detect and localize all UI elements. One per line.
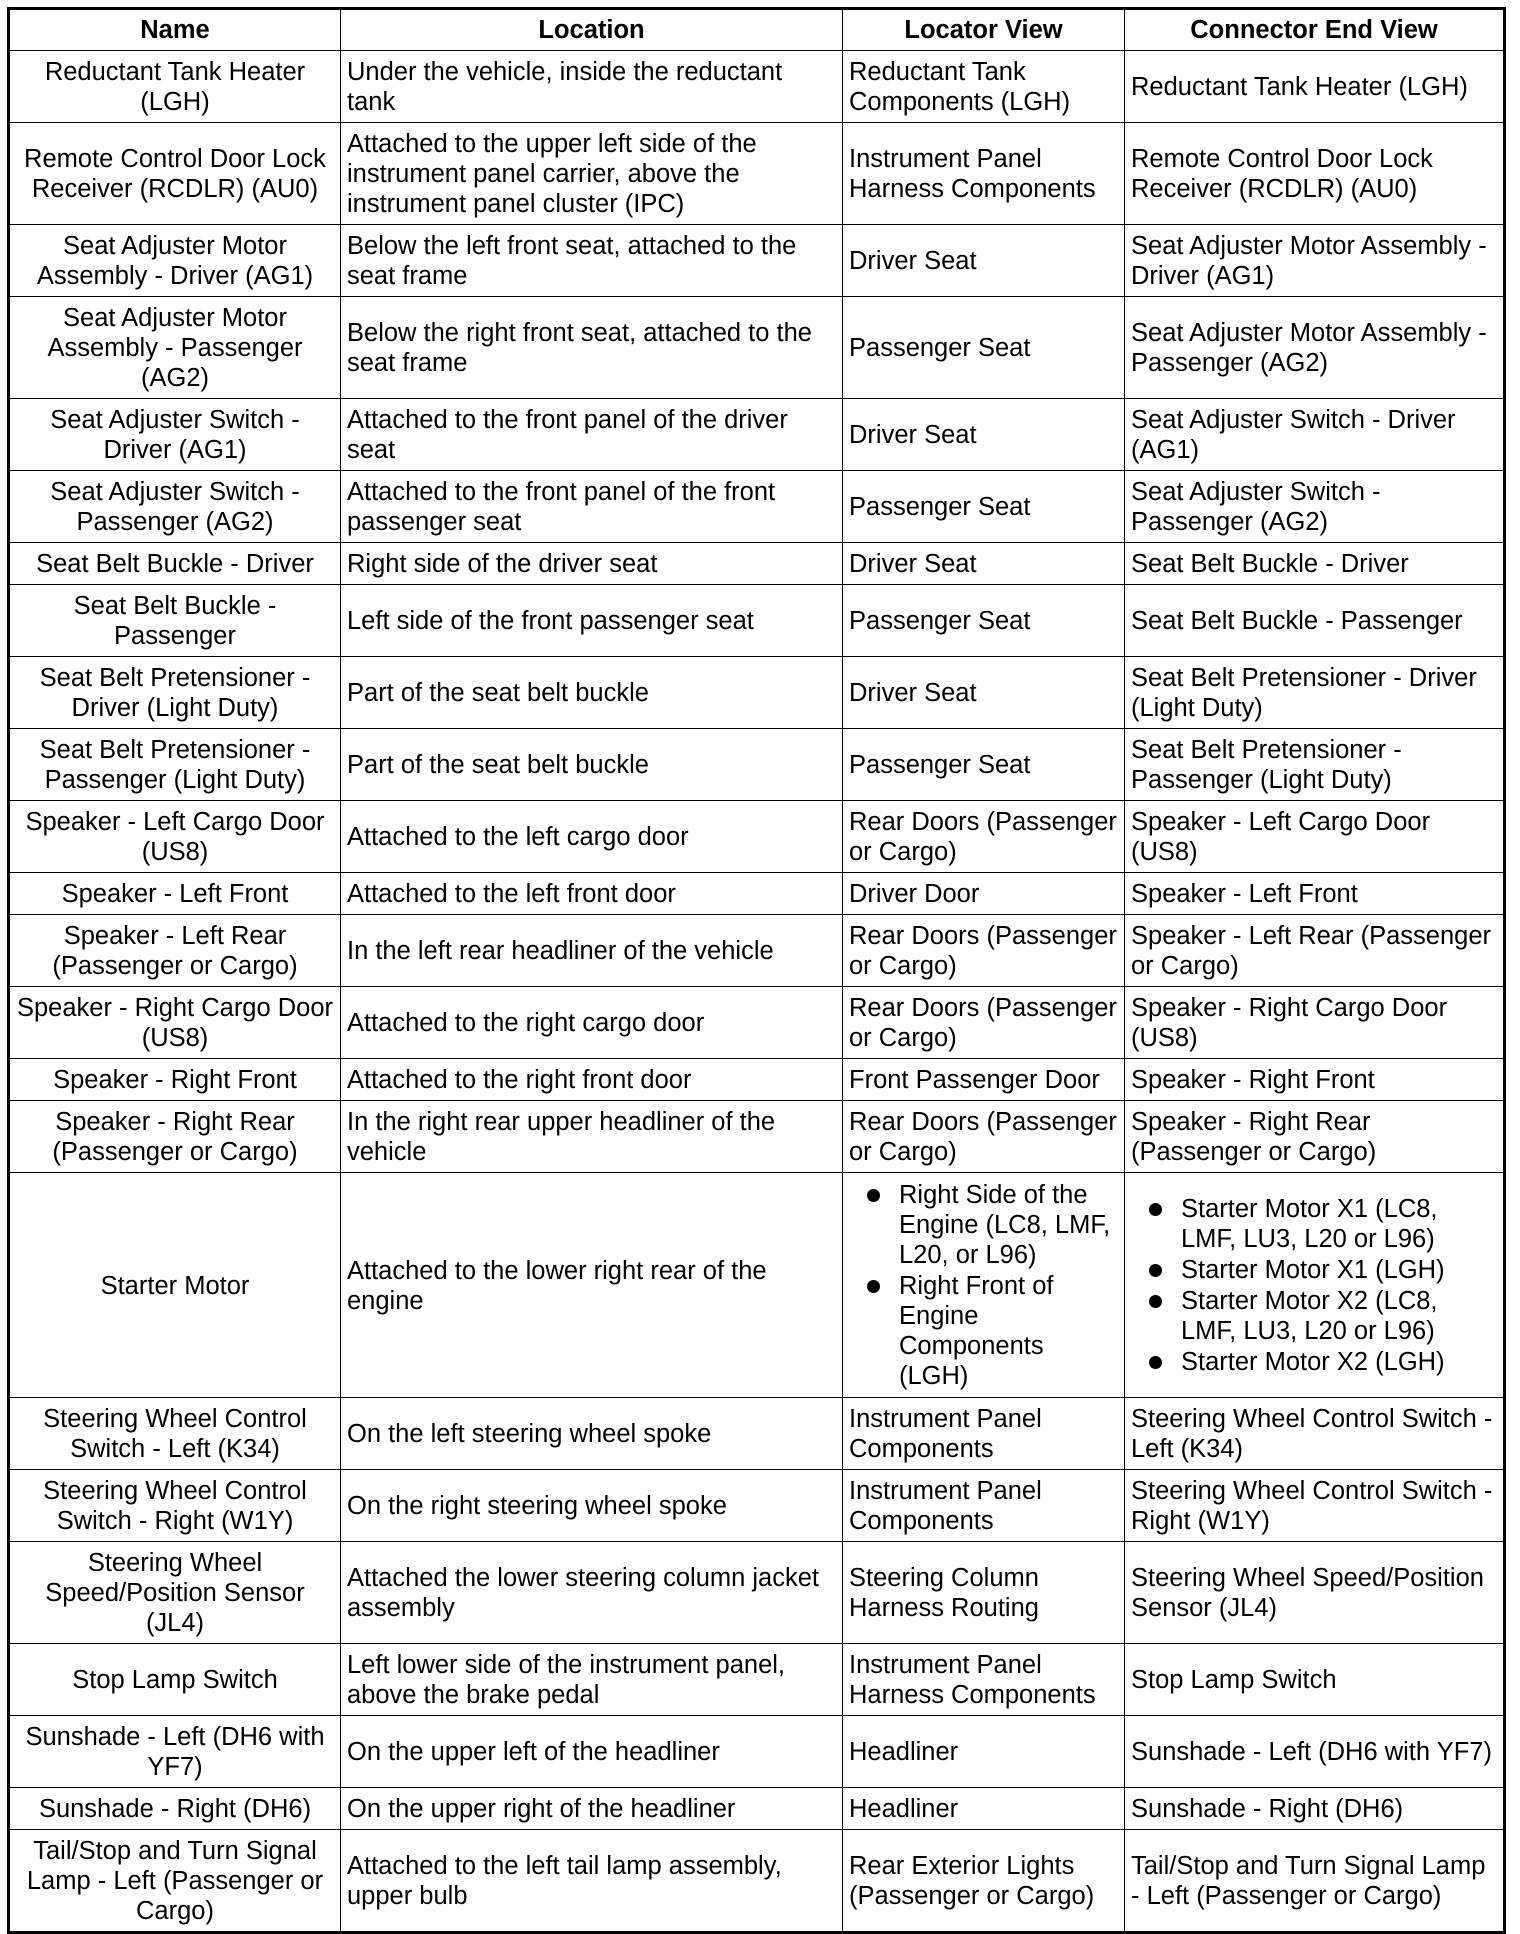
cell-locator-view: Instrument Panel Harness Components — [843, 123, 1125, 225]
cell-locator-view: Front Passenger Door — [843, 1059, 1125, 1101]
cell-connector-end-view: Speaker - Right Front — [1125, 1059, 1505, 1101]
table-row — [9, 1788, 1505, 1830]
header-row — [9, 9, 1505, 51]
cell-connector-end-view: Steering Wheel Control Switch - Left (K34) — [1125, 1398, 1505, 1470]
table-row — [9, 543, 1505, 585]
bullet-icon — [1149, 1295, 1162, 1308]
cell-connector-end-view: Speaker - Right Cargo Door (US8) — [1125, 987, 1505, 1059]
cell-locator-view: Driver Door — [843, 873, 1125, 915]
cell-connector-end-view: Steering Wheel Speed/Position Sensor (JL4) — [1125, 1542, 1505, 1644]
table-row — [9, 1173, 1505, 1398]
column-header-connector-end-view: Connector End View — [1125, 9, 1505, 51]
bullet-icon — [867, 1189, 880, 1202]
list-item-text: Right Front of Engine Components (LGH) — [899, 1272, 1054, 1390]
cell-locator-view-list — [849, 1180, 1118, 1391]
cell-location: Attached to the right cargo door — [341, 987, 843, 1059]
cell-location: On the upper right of the headliner — [341, 1788, 843, 1830]
table-row — [9, 915, 1505, 987]
cell-connector-end-view: Remote Control Door Lock Receiver (RCDLR) (AU0) — [1125, 123, 1505, 225]
cell-name: Reductant Tank Heater (LGH) — [9, 51, 341, 123]
cell-location: Attached to the lower right rear of the engine — [341, 1173, 843, 1398]
cell-locator-view: Reductant Tank Components (LGH) — [843, 51, 1125, 123]
cell-connector-end-view: Steering Wheel Control Switch - Right (W1Y) — [1125, 1470, 1505, 1542]
table-row — [9, 225, 1505, 297]
cell-name: Seat Belt Pretensioner - Driver (Light Duty) — [9, 657, 341, 729]
cell-location: Attached to the left cargo door — [341, 801, 843, 873]
table-row — [9, 1716, 1505, 1788]
cell-name: Steering Wheel Control Switch - Left (K34) — [9, 1398, 341, 1470]
cell-locator-view: Rear Exterior Lights (Passenger or Cargo) — [843, 1830, 1125, 1933]
cell-locator-view: Passenger Seat — [843, 471, 1125, 543]
cell-connector-end-view: Sunshade - Left (DH6 with YF7) — [1125, 1716, 1505, 1788]
cell-location: On the upper left of the headliner — [341, 1716, 843, 1788]
table-row — [9, 1059, 1505, 1101]
cell-connector-end-view-list — [1131, 1194, 1497, 1377]
cell-connector-end-view: Seat Adjuster Motor Assembly - Driver (AG1) — [1125, 225, 1505, 297]
cell-connector-end-view: Seat Belt Buckle - Passenger — [1125, 585, 1505, 657]
cell-location: In the right rear upper headliner of the vehicle — [341, 1101, 843, 1173]
cell-locator-view: Instrument Panel Components — [843, 1470, 1125, 1542]
cell-location: Attached to the left tail lamp assembly, upper bulb — [341, 1830, 843, 1933]
table-row — [9, 585, 1505, 657]
cell-connector-end-view: Seat Adjuster Motor Assembly - Passenger (AG2) — [1125, 297, 1505, 399]
table-row — [9, 873, 1505, 915]
cell-connector-end-view: Seat Belt Buckle - Driver — [1125, 543, 1505, 585]
cell-name: Seat Adjuster Switch - Passenger (AG2) — [9, 471, 341, 543]
table-row — [9, 297, 1505, 399]
table-row — [9, 1398, 1505, 1470]
table-row — [9, 51, 1505, 123]
cell-locator-view: Passenger Seat — [843, 297, 1125, 399]
cell-name: Sunshade - Left (DH6 with YF7) — [9, 1716, 341, 1788]
cell-name: Starter Motor — [9, 1173, 341, 1398]
table-row — [9, 1830, 1505, 1933]
cell-connector-end-view: Reductant Tank Heater (LGH) — [1125, 51, 1505, 123]
cell-locator-view: Instrument Panel Components — [843, 1398, 1125, 1470]
cell-location: Attached to the right front door — [341, 1059, 843, 1101]
list-item — [849, 1271, 1118, 1391]
cell-location: On the left steering wheel spoke — [341, 1398, 843, 1470]
cell-name: Speaker - Right Front — [9, 1059, 341, 1101]
table-row — [9, 1644, 1505, 1716]
cell-connector-end-view: Seat Belt Pretensioner - Passenger (Light Duty) — [1125, 729, 1505, 801]
cell-connector-end-view: Speaker - Right Rear (Passenger or Cargo) — [1125, 1101, 1505, 1173]
cell-connector-end-view: Speaker - Left Front — [1125, 873, 1505, 915]
cell-name: Seat Belt Buckle - Driver — [9, 543, 341, 585]
cell-locator-view: Passenger Seat — [843, 585, 1125, 657]
table-row — [9, 729, 1505, 801]
list-item-text: Starter Motor X1 (LGH) — [1181, 1256, 1445, 1284]
cell-locator-view: Driver Seat — [843, 399, 1125, 471]
cell-connector-end-view — [1125, 1173, 1505, 1398]
cell-locator-view: Driver Seat — [843, 543, 1125, 585]
cell-name: Speaker - Left Front — [9, 873, 341, 915]
table-row — [9, 399, 1505, 471]
cell-connector-end-view: Seat Belt Pretensioner - Driver (Light Duty) — [1125, 657, 1505, 729]
cell-connector-end-view: Speaker - Left Rear (Passenger or Cargo) — [1125, 915, 1505, 987]
cell-location: Part of the seat belt buckle — [341, 657, 843, 729]
list-item — [849, 1180, 1118, 1270]
cell-name: Seat Adjuster Motor Assembly - Driver (AG1) — [9, 225, 341, 297]
bullet-icon — [1149, 1203, 1162, 1216]
table-body — [9, 51, 1505, 1933]
cell-connector-end-view: Stop Lamp Switch — [1125, 1644, 1505, 1716]
list-item — [1131, 1347, 1497, 1377]
cell-location: Part of the seat belt buckle — [341, 729, 843, 801]
bullet-icon — [1149, 1356, 1162, 1369]
list-item — [1131, 1255, 1497, 1285]
list-item — [1131, 1194, 1497, 1254]
cell-locator-view: Instrument Panel Harness Components — [843, 1644, 1125, 1716]
cell-connector-end-view: Seat Adjuster Switch - Driver (AG1) — [1125, 399, 1505, 471]
cell-locator-view: Passenger Seat — [843, 729, 1125, 801]
list-item-text: Starter Motor X2 (LC8, LMF, LU3, L20 or L96) — [1181, 1287, 1438, 1345]
cell-name: Speaker - Right Rear (Passenger or Cargo) — [9, 1101, 341, 1173]
cell-location: Left side of the front passenger seat — [341, 585, 843, 657]
cell-location: Under the vehicle, inside the reductant tank — [341, 51, 843, 123]
list-item-text: Starter Motor X2 (LGH) — [1181, 1348, 1445, 1376]
cell-connector-end-view: Seat Adjuster Switch - Passenger (AG2) — [1125, 471, 1505, 543]
list-item-text: Starter Motor X1 (LC8, LMF, LU3, L20 or L96) — [1181, 1195, 1438, 1253]
cell-locator-view — [843, 1173, 1125, 1398]
list-item-text: Right Side of the Engine (LC8, LMF, L20, or L96) — [899, 1181, 1111, 1269]
column-header-name: Name — [9, 9, 341, 51]
cell-location: Left lower side of the instrument panel, above the brake pedal — [341, 1644, 843, 1716]
cell-name: Stop Lamp Switch — [9, 1644, 341, 1716]
cell-connector-end-view: Tail/Stop and Turn Signal Lamp - Left (Passenger or Cargo) — [1125, 1830, 1505, 1933]
table-row — [9, 657, 1505, 729]
cell-connector-end-view: Speaker - Left Cargo Door (US8) — [1125, 801, 1505, 873]
cell-locator-view: Rear Doors (Passenger or Cargo) — [843, 801, 1125, 873]
cell-connector-end-view: Sunshade - Right (DH6) — [1125, 1788, 1505, 1830]
table-row — [9, 471, 1505, 543]
cell-name: Steering Wheel Control Switch - Right (W1Y) — [9, 1470, 341, 1542]
table-row — [9, 801, 1505, 873]
cell-location: Right side of the driver seat — [341, 543, 843, 585]
cell-locator-view: Steering Column Harness Routing — [843, 1542, 1125, 1644]
cell-name: Speaker - Left Cargo Door (US8) — [9, 801, 341, 873]
cell-location: Attached to the front panel of the front passenger seat — [341, 471, 843, 543]
cell-location: In the left rear headliner of the vehicle — [341, 915, 843, 987]
bullet-icon — [1149, 1264, 1162, 1277]
cell-location: Below the right front seat, attached to the seat frame — [341, 297, 843, 399]
cell-locator-view: Rear Doors (Passenger or Cargo) — [843, 987, 1125, 1059]
table-row — [9, 1542, 1505, 1644]
cell-locator-view: Headliner — [843, 1788, 1125, 1830]
column-header-location: Location — [341, 9, 843, 51]
bullet-icon — [867, 1280, 880, 1293]
cell-locator-view: Headliner — [843, 1716, 1125, 1788]
list-item — [1131, 1286, 1497, 1346]
table-row — [9, 123, 1505, 225]
cell-locator-view: Rear Doors (Passenger or Cargo) — [843, 1101, 1125, 1173]
cell-location: Below the left front seat, attached to the seat frame — [341, 225, 843, 297]
cell-name: Seat Adjuster Switch - Driver (AG1) — [9, 399, 341, 471]
cell-locator-view: Rear Doors (Passenger or Cargo) — [843, 915, 1125, 987]
cell-location: Attached to the front panel of the driver seat — [341, 399, 843, 471]
cell-location: On the right steering wheel spoke — [341, 1470, 843, 1542]
cell-name: Tail/Stop and Turn Signal Lamp - Left (Passenger or Cargo) — [9, 1830, 341, 1933]
cell-locator-view: Driver Seat — [843, 657, 1125, 729]
table-row — [9, 1101, 1505, 1173]
cell-name: Steering Wheel Speed/Position Sensor (JL4) — [9, 1542, 341, 1644]
table-row — [9, 987, 1505, 1059]
cell-name: Seat Belt Buckle - Passenger — [9, 585, 341, 657]
cell-name: Speaker - Left Rear (Passenger or Cargo) — [9, 915, 341, 987]
cell-name: Remote Control Door Lock Receiver (RCDLR) (AU0) — [9, 123, 341, 225]
cell-name: Speaker - Right Cargo Door (US8) — [9, 987, 341, 1059]
table-row — [9, 1470, 1505, 1542]
cell-location: Attached to the left front door — [341, 873, 843, 915]
cell-location: Attached the lower steering column jacket assembly — [341, 1542, 843, 1644]
column-header-locator-view: Locator View — [843, 9, 1125, 51]
cell-name: Seat Adjuster Motor Assembly - Passenger (AG2) — [9, 297, 341, 399]
cell-name: Seat Belt Pretensioner - Passenger (Light Duty) — [9, 729, 341, 801]
cell-name: Sunshade - Right (DH6) — [9, 1788, 341, 1830]
cell-location: Attached to the upper left side of the instrument panel carrier, above the instrument panel cluster (IPC) — [341, 123, 843, 225]
cell-locator-view: Driver Seat — [843, 225, 1125, 297]
component-locator-table — [7, 7, 1506, 1934]
